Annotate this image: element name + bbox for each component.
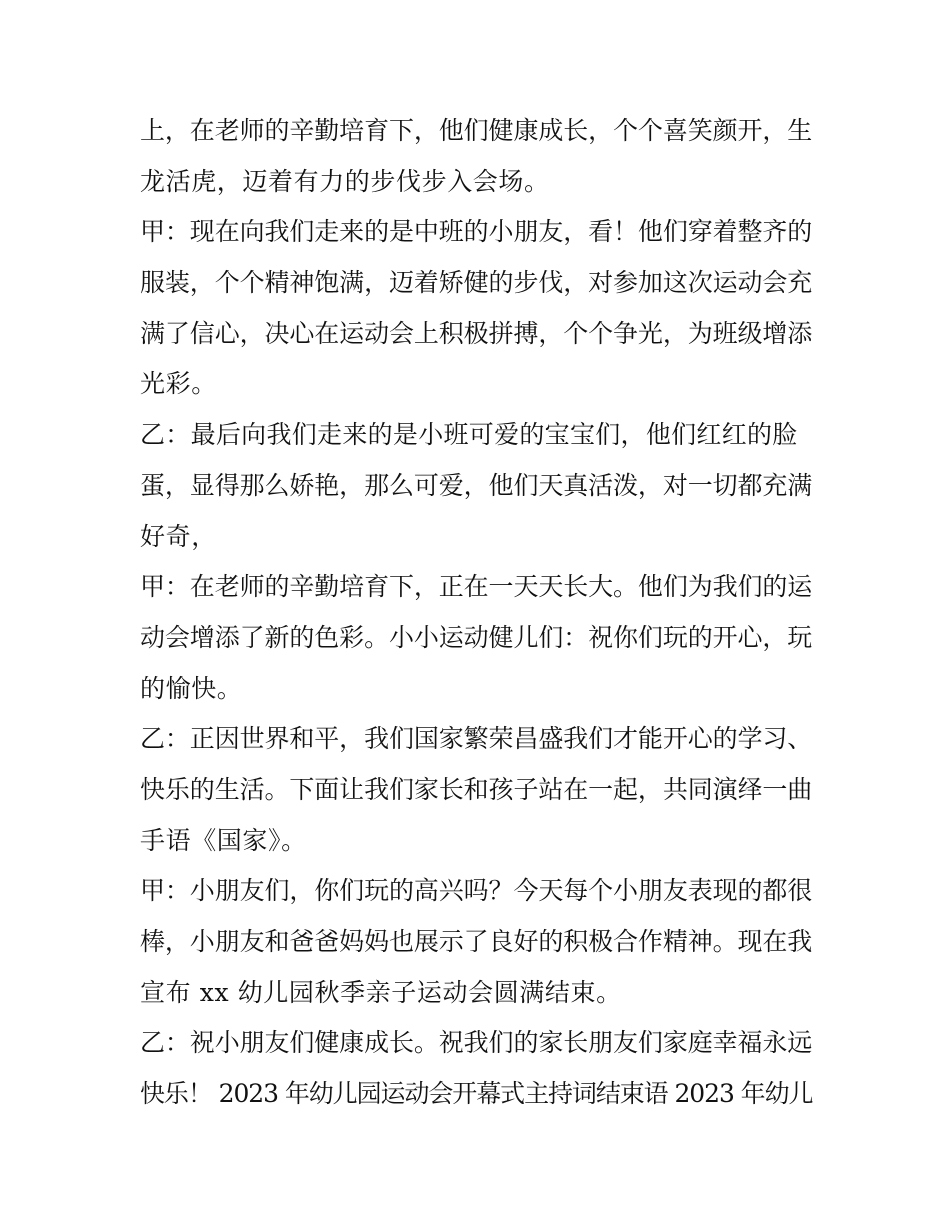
text-line: 乙：正因世界和平，我们国家繁荣昌盛我们才能开心的学习、 xyxy=(140,724,813,754)
text-line: 的愉快。 xyxy=(140,673,243,703)
text-line: 甲：现在向我们走来的是中班的小朋友，看！他们穿着整齐的 xyxy=(140,217,813,247)
document-page xyxy=(140,106,820,1120)
text-line: 龙活虎，迈着有力的步伐步入会场。 xyxy=(140,166,550,196)
text-line: 快乐！ 2023 年幼儿园运动会开幕式主持词结束语 2023 年幼儿 xyxy=(140,1079,813,1109)
text-line: 光彩。 xyxy=(140,369,217,399)
text-line: 蛋，显得那么娇艳，那么可爱，他们天真活泼，对一切都充满 xyxy=(140,470,813,500)
text-line: 甲：在老师的辛勤培育下，正在一天天长大。他们为我们的运 xyxy=(140,572,813,602)
text-line: 动会增添了新的色彩。小小运动健儿们：祝你们玩的开心，玩 xyxy=(140,622,813,652)
text-line: 快乐的生活。下面让我们家长和孩子站在一起，共同演绎一曲 xyxy=(140,774,813,804)
text-line: 上，在老师的辛勤培育下，他们健康成长，个个喜笑颜开，生 xyxy=(140,116,813,145)
text-line: 甲：小朋友们，你们玩的高兴吗？今天每个小朋友表现的都很 xyxy=(140,876,813,906)
text-line: 服装，个个精神饱满，迈着矫健的步伐，对参加这次运动会充 xyxy=(140,268,813,298)
text-line: 宣布 xx 幼儿园秋季亲子运动会圆满结束。 xyxy=(140,977,622,1007)
text-line: 手语《国家》。 xyxy=(140,825,307,855)
text-line: 乙：最后向我们走来的是小班可爱的宝宝们，他们红红的脸 xyxy=(140,420,798,450)
text-line: 乙：祝小朋友们健康成长。祝我们的家长朋友们家庭幸福永远 xyxy=(140,1028,813,1058)
text-line: 棒，小朋友和爸爸妈妈也展示了良好的积极合作精神。现在我 xyxy=(140,927,813,956)
text-line: 好奇， xyxy=(140,521,217,551)
text-line: 满了信心，决心在运动会上积极拼搏，个个争光，为班级增添 xyxy=(140,318,813,348)
